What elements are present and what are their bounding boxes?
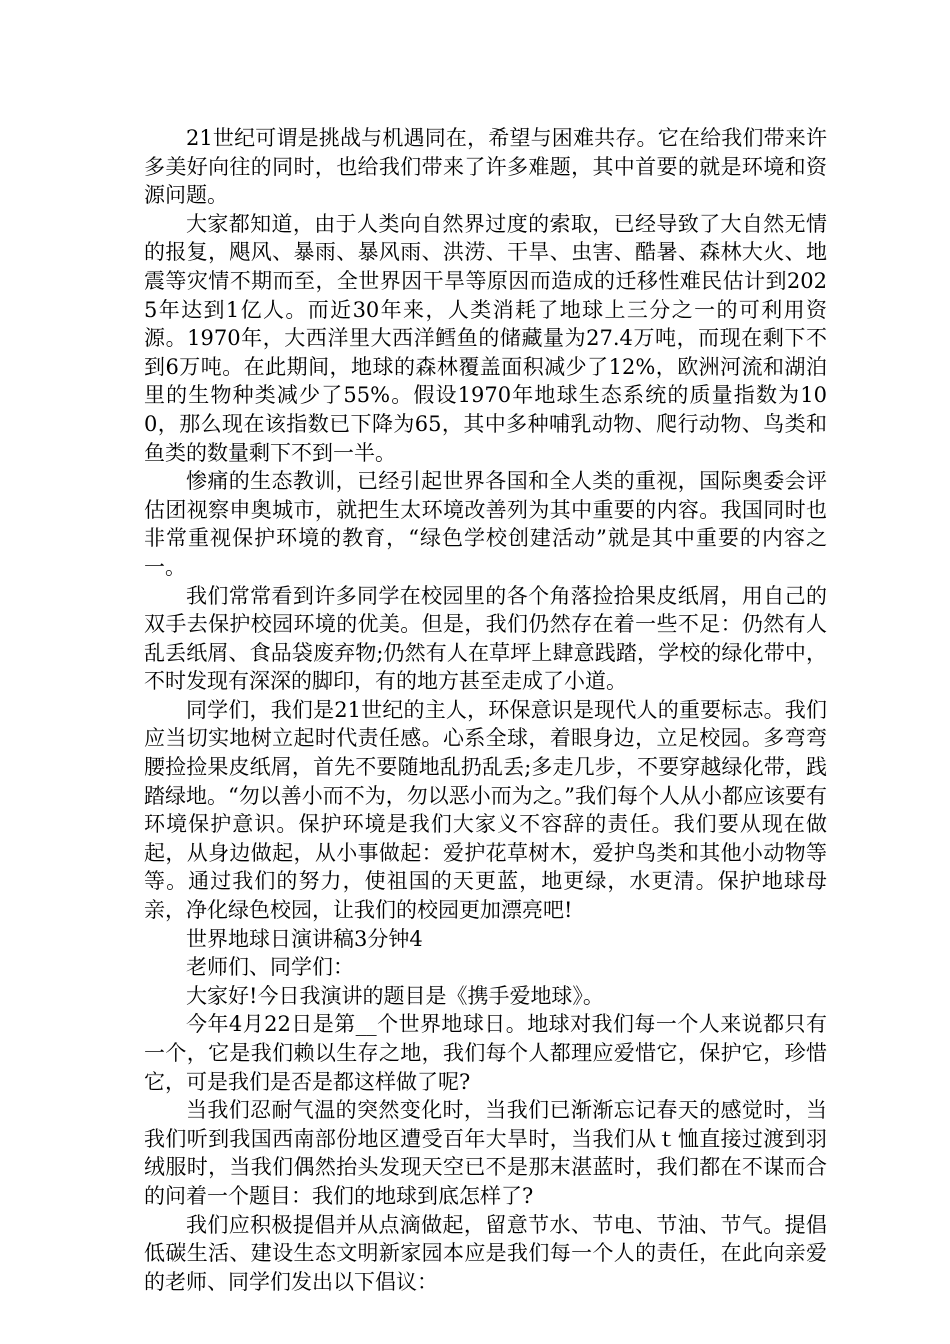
paragraph-ecological-lessons: 惨痛的生态教训，已经引起世界各国和全人类的重视，国际奥委会评估团视察申奥城市，就把生太环境改善列为其中重要的内容。我国同时也非常重视保护环境的教育，“绿色学校创建活动”就是其中重要的内容之一。 [144, 469, 827, 579]
paragraph-call-to-action: 同学们，我们是21世纪的主人，环保意识是现代人的重要标志。我们应当切实地树立起时代责任感。心系全球，着眼身边，立足校园。多弯弯腰捡捡果皮纸屑，首先不要随地乱扔乱丢;多走几步，不要穿越绿化带，践踏绿地。“勿以善小而不为，勿以恶小而为之。”我们每个人从小都应该要有环境保护意识。保护环境是我们大家义不容辞的责任。我们要从现在做起，从身边做起，从小事做起：爱护花草树木，爱护鸟类和其他小动物等等。通过我们的努力，使祖国的天更蓝，地更绿，水更清。保护地球母亲，净化绿色校园，让我们的校园更加漂亮吧! [144, 697, 827, 923]
paragraph-intro: 21世纪可谓是挑战与机遇同在，希望与困难共存。它在给我们带来许多美好向往的同时，也给我们带来了许多难题，其中首要的就是环境和资源问题。 [144, 126, 827, 208]
paragraph-environment-crisis: 大家都知道，由于人类向自然界过度的索取，已经导致了大自然无情的报复，飓风、暴雨、暴风雨、洪涝、干旱、虫害、酷暑、森林大火、地震等灾情不期而至，全世界因干旱等原因而造成的迁移性难民估计到2025年达到1亿人。而近30年来，人类消耗了地球上三分之一的可利用资源。1970年，大西洋里大西洋鳕鱼的储藏量为27.4万吨，而现在剩下不到6万吨。在此期间，地球的森林覆盖面积减少了12%，欧洲河流和湖泊里的生物种类减少了55%。假设1970年地球生态系统的质量指数为100，那么现在该指数已下降为65，其中多种哺乳动物、爬行动物、鸟类和鱼类的数量剩下不到一半。 [144, 211, 827, 465]
section-heading: 世界地球日演讲稿3分钟4 [186, 926, 423, 951]
paragraph-campus-observation: 我们常常看到许多同学在校园里的各个角落捡拾果皮纸屑，用自己的双手去保护校园环境的优美。但是，我们仍然存在着一些不足：仍然有人乱丢纸屑、食品袋废弃物;仍然有人在草坪上肆意践踏，学校的绿化带中，不时发现有深深的脚印，有的地方甚至走成了小道。 [144, 583, 827, 694]
speech-title-line: 大家好!今日我演讲的题目是《携手爱地球》。 [186, 983, 604, 1008]
document-body [144, 124, 827, 1296]
salutation: 老师们、同学们： [186, 955, 354, 980]
paragraph-earth-day: 今年4月22日是第__个世界地球日。地球对我们每一个人来说都只有一个，它是我们赖以生存之地，我们每个人都理应爱惜它，保护它，珍惜它，可是我们是否是都这样做了呢? [144, 1012, 827, 1094]
paragraph-climate-change: 当我们忍耐气温的突然变化时，当我们已渐渐忘记春天的感觉时，当我们听到我国西南部份地区遭受百年大旱时，当我们从ｔ恤直接过渡到羽绒服时，当我们偶然抬头发现天空已不是那末湛蓝时，我们都在不谋而合的问着一个题目：我们的地球到底怎样了? [144, 1098, 827, 1208]
paragraph-proposal: 我们应积极提倡并从点滴做起，留意节水、节电、节油、节气。提倡低碳生活、建设生态文明新家园本应是我们每一个人的责任，在此向亲爱的老师、同学们发出以下倡议： [144, 1212, 827, 1294]
